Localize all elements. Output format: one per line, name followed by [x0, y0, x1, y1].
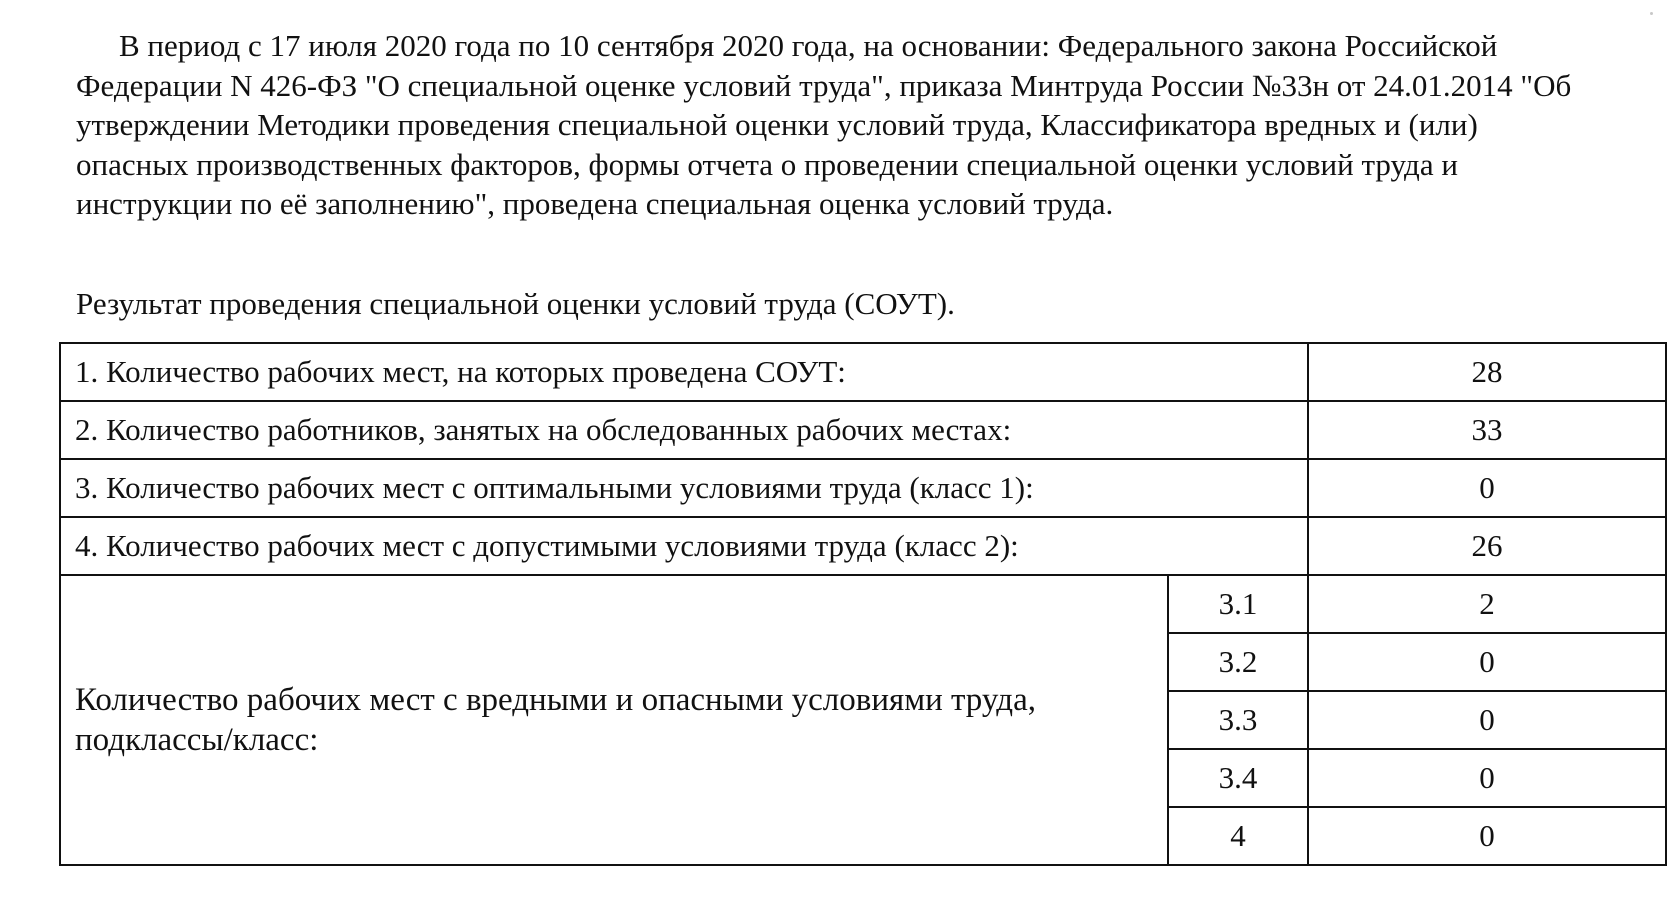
subclass-code: 3.2	[1168, 633, 1308, 691]
subclass-code: 3.4	[1168, 749, 1308, 807]
row-value: 26	[1308, 517, 1666, 575]
table-row	[60, 459, 1666, 517]
results-table	[59, 342, 1667, 866]
row-label: 3. Количество рабочих мест с оптимальными условиями труда (класс 1):	[60, 459, 1308, 517]
table-row	[60, 517, 1666, 575]
table-row	[60, 575, 1666, 633]
harmful-conditions-label: Количество рабочих мест с вредными и опасными условиями труда, подклассы/класс:	[60, 575, 1168, 865]
row-label: 4. Количество рабочих мест с допустимыми условиями труда (класс 2):	[60, 517, 1308, 575]
subclass-value: 0	[1308, 807, 1666, 865]
subclass-code: 4	[1168, 807, 1308, 865]
subclass-value: 0	[1308, 749, 1666, 807]
subclass-value: 0	[1308, 691, 1666, 749]
subclass-code: 3.1	[1168, 575, 1308, 633]
row-value: 28	[1308, 343, 1666, 401]
intro-paragraph: В период с 17 июля 2020 года по 10 сентября 2020 года, на основании: Федерального закона Российской Федерации N 426-ФЗ "О специальной оценке условий труда", приказа Минтруда России №33н от 24.01.2014 "Об утверждении Методики проведения специальной оценки условий труда, Классификатора вредных и (или) опасных производственных факторов, формы отчета о проведении специальной оценки условий труда и инструкции по её заполнению", проведена специальная оценка условий труда.	[76, 28, 1572, 221]
table-row	[60, 343, 1666, 401]
row-value: 0	[1308, 459, 1666, 517]
subclass-code: 3.3	[1168, 691, 1308, 749]
subclass-value: 0	[1308, 633, 1666, 691]
row-value: 33	[1308, 401, 1666, 459]
row-label: 1. Количество рабочих мест, на которых проведена СОУТ:	[60, 343, 1308, 401]
subclass-value: 2	[1308, 575, 1666, 633]
row-label: 2. Количество работников, занятых на обследованных рабочих местах:	[60, 401, 1308, 459]
table-row	[60, 401, 1666, 459]
result-heading: Результат проведения специальной оценки условий труда (СОУТ).	[76, 286, 955, 321]
scan-speck	[1650, 12, 1653, 15]
